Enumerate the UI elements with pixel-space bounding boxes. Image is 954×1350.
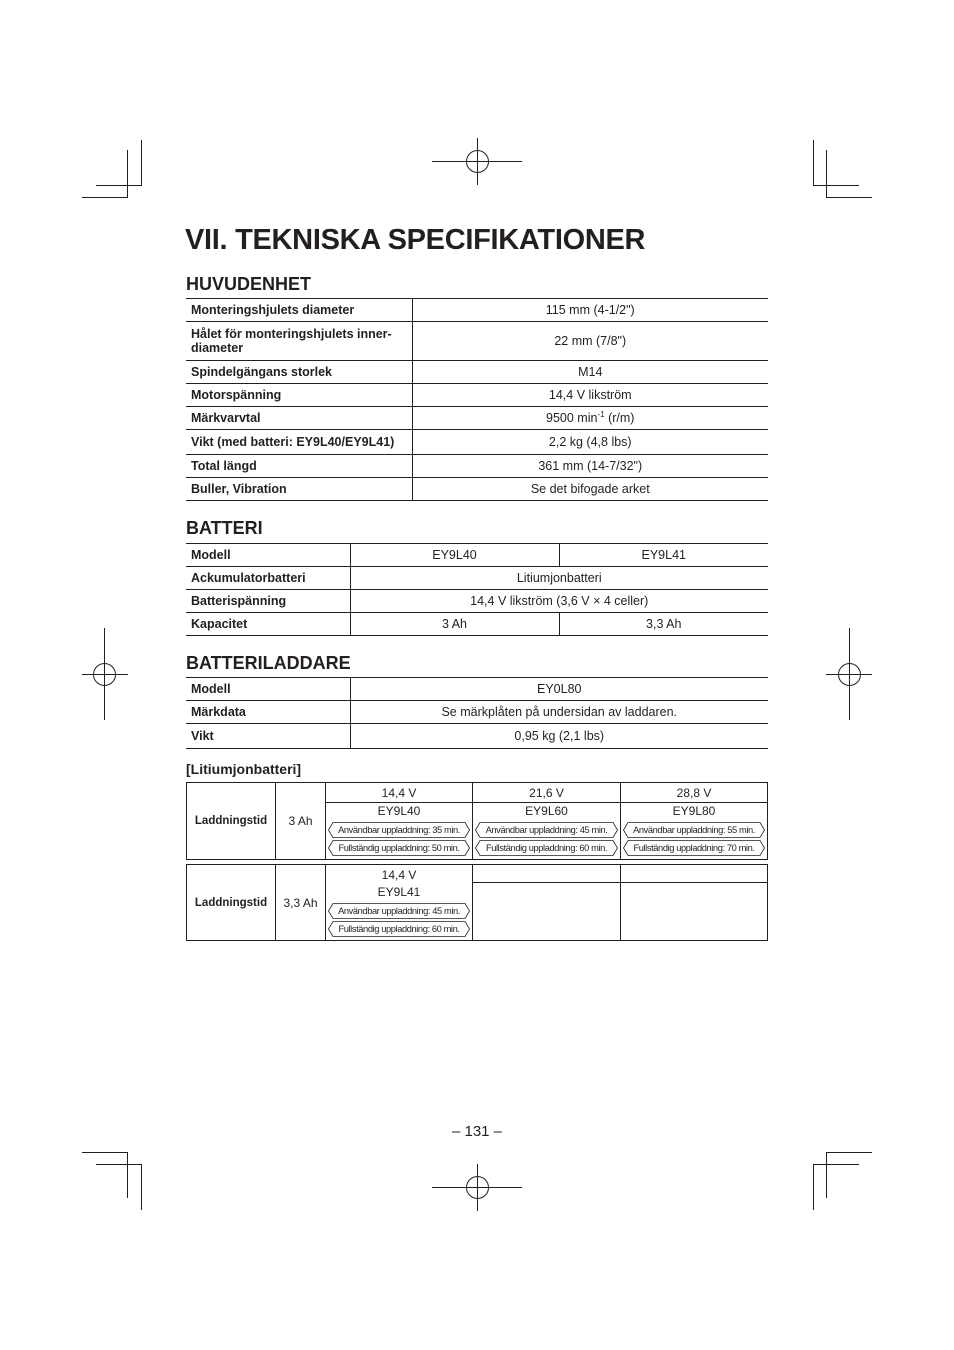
spec-value: 14,4 V likström (3,6 V × 4 celler)	[350, 590, 768, 613]
spec-label: Vikt	[186, 724, 350, 749]
empty-column	[621, 865, 768, 941]
voltage: 28,8 V	[676, 785, 712, 800]
table-row	[186, 567, 768, 590]
spec-value: 2,2 kg (4,8 lbs)	[412, 430, 768, 455]
table-row	[186, 322, 768, 361]
charging-table-2	[186, 864, 768, 941]
voltage: 21,6 V	[529, 785, 564, 800]
page-title: VII. TEKNISKA SPECIFIKATIONER	[185, 224, 646, 256]
table-row	[186, 361, 768, 384]
spec-label: Buller, Vibration	[186, 478, 412, 501]
model: EY9L40	[326, 802, 472, 820]
usable-charge-text: Användbar uppladdning: 45 min.	[338, 905, 460, 916]
spec-value: Litiumjonbatteri	[350, 567, 768, 590]
usable-charge-text: Användbar uppladdning: 55 min.	[633, 824, 755, 835]
battery-column	[326, 783, 473, 860]
spec-value	[412, 407, 768, 430]
page-number: – 131 –	[451, 1123, 503, 1140]
spec-label: Monteringshjulets diameter	[186, 299, 412, 322]
spec-value: Se märkplåten på undersidan av laddaren.	[350, 701, 768, 724]
charger-heading: BATTERILADDARE	[186, 653, 351, 673]
battery-table	[186, 543, 768, 636]
spec-value: 3 Ah	[350, 613, 559, 636]
table-row	[186, 613, 768, 636]
speed-value: 9500 min	[546, 411, 598, 426]
spec-value: 361 mm (14-7/32")	[412, 455, 768, 478]
voltage: 14,4 V	[381, 785, 417, 800]
usable-charge-tag	[475, 822, 618, 838]
usable-charge-text: Användbar uppladdning: 35 min.	[338, 824, 460, 835]
spec-value: EY9L41	[559, 544, 768, 567]
full-charge-text: Fullständig uppladdning: 50 min.	[338, 842, 460, 853]
usable-charge-text: Användbar uppladdning: 45 min.	[485, 824, 608, 835]
usable-charge-tag	[328, 903, 470, 919]
table-row	[186, 478, 768, 501]
spec-label: Hålet för monteringshjulets inner-diameter	[186, 322, 412, 361]
full-charge-tag	[328, 921, 470, 937]
capacity-cell: 3 Ah	[276, 783, 326, 860]
charging-table-1	[186, 782, 768, 860]
spec-label: Modell	[186, 544, 350, 567]
model: EY9L41	[377, 884, 421, 899]
model: EY9L80	[621, 802, 767, 820]
spec-value: 22 mm (7/8")	[412, 322, 768, 361]
capacity-cell: 3,3 Ah	[276, 865, 326, 941]
speed-exponent: -1	[597, 410, 605, 420]
spec-label: Vikt (med batteri: EY9L40/EY9L41)	[186, 430, 412, 455]
table-row	[187, 865, 768, 941]
spec-label: Märkdata	[186, 701, 350, 724]
table-row	[187, 783, 768, 860]
main-unit-heading: HUVUDENHET	[186, 274, 312, 294]
full-charge-tag	[623, 840, 765, 856]
spec-value: Se det bifogade arket	[412, 478, 768, 501]
usable-charge-tag	[328, 822, 470, 838]
table-row	[186, 384, 768, 407]
spec-label: Märkvarvtal	[186, 407, 412, 430]
battery-column	[326, 865, 473, 941]
spec-value: 115 mm (4-1/2")	[412, 299, 768, 322]
spec-label: Ackumulatorbatteri	[186, 567, 350, 590]
battery-heading: BATTERI	[186, 518, 263, 538]
charging-label: Laddningstid	[187, 865, 276, 941]
table-row	[186, 430, 768, 455]
empty-column	[473, 865, 621, 941]
table-row	[186, 407, 768, 430]
speed-unit: (r/m)	[604, 411, 635, 426]
table-row	[186, 544, 768, 567]
battery-column	[621, 783, 768, 860]
spec-value: EY9L40	[350, 544, 559, 567]
charging-heading: [Litiumjonbatteri]	[186, 761, 302, 777]
spec-label: Kapacitet	[186, 613, 350, 636]
voltage: 14,4 V	[381, 867, 417, 882]
spec-value: 14,4 V likström	[412, 384, 768, 407]
spec-label: Total längd	[186, 455, 412, 478]
spec-value: 3,3 Ah	[559, 613, 768, 636]
usable-charge-tag	[623, 822, 765, 838]
charging-label: Laddningstid	[187, 783, 276, 860]
spec-label: Modell	[186, 678, 350, 701]
spec-value: M14	[412, 361, 768, 384]
spec-label: Spindelgängans storlek	[186, 361, 412, 384]
full-charge-tag	[475, 840, 618, 856]
full-charge-text: Fullständig uppladdning: 60 min.	[338, 923, 460, 934]
spec-value: EY0L80	[350, 678, 768, 701]
table-row	[186, 724, 768, 749]
full-charge-text: Fullständig uppladdning: 70 min.	[633, 842, 755, 853]
full-charge-text: Fullständig uppladdning: 60 min.	[485, 842, 608, 853]
spec-value: 0,95 kg (2,1 lbs)	[350, 724, 768, 749]
charger-table	[186, 677, 768, 749]
main-unit-table	[186, 298, 768, 501]
spec-label: Batterispänning	[186, 590, 350, 613]
table-row	[186, 678, 768, 701]
table-row	[186, 299, 768, 322]
full-charge-tag	[328, 840, 470, 856]
battery-column	[473, 783, 621, 860]
table-row	[186, 590, 768, 613]
model: EY9L60	[473, 802, 620, 820]
table-row	[186, 701, 768, 724]
table-row	[186, 455, 768, 478]
spec-label: Motorspänning	[186, 384, 412, 407]
